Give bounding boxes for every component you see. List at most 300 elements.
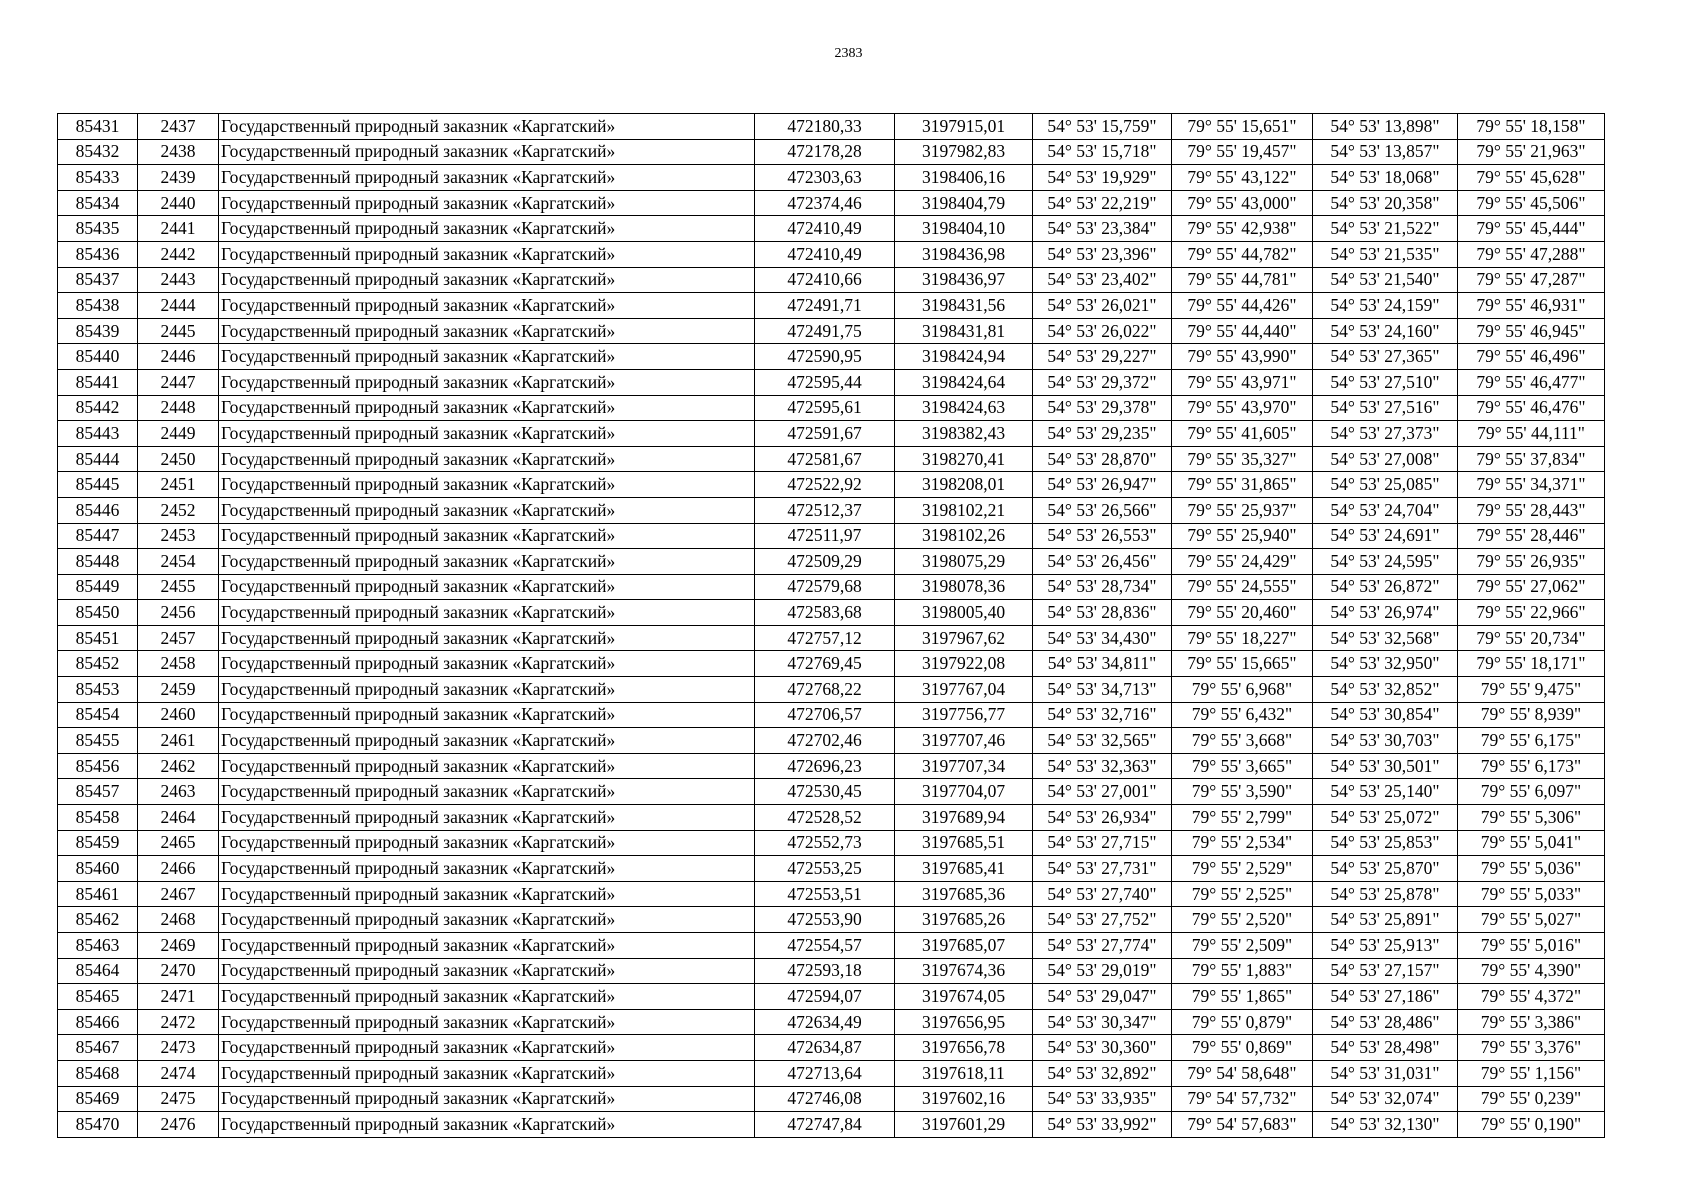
cell-longitude-1: 79° 55' 44,782" bbox=[1172, 241, 1313, 267]
cell-latitude-1: 54° 53' 30,360" bbox=[1033, 1035, 1172, 1061]
cell-latitude-1: 54° 53' 26,947" bbox=[1033, 472, 1172, 498]
cell-coord-y: 3197685,36 bbox=[895, 881, 1033, 907]
cell-record-number: 85440 bbox=[58, 344, 138, 370]
cell-latitude-1: 54° 53' 27,001" bbox=[1033, 779, 1172, 805]
cell-record-number: 85446 bbox=[58, 497, 138, 523]
cell-longitude-1: 79° 55' 1,883" bbox=[1172, 958, 1313, 984]
cell-coord-x: 472595,44 bbox=[755, 369, 895, 395]
cell-latitude-2: 54° 53' 21,535" bbox=[1313, 241, 1458, 267]
cell-object-name: Государственный природный заказник «Каргатский» bbox=[219, 830, 755, 856]
cell-object-name: Государственный природный заказник «Каргатский» bbox=[219, 1009, 755, 1035]
table-row bbox=[58, 1086, 1605, 1112]
cell-record-number: 85434 bbox=[58, 190, 138, 216]
cell-coord-x: 472696,23 bbox=[755, 753, 895, 779]
cell-coord-x: 472594,07 bbox=[755, 984, 895, 1010]
cell-object-name: Государственный природный заказник «Каргатский» bbox=[219, 651, 755, 677]
cell-latitude-1: 54° 53' 27,740" bbox=[1033, 881, 1172, 907]
cell-coord-x: 472491,71 bbox=[755, 293, 895, 319]
cell-object-name: Государственный природный заказник «Каргатский» bbox=[219, 958, 755, 984]
cell-coord-y: 3197967,62 bbox=[895, 625, 1033, 651]
cell-latitude-2: 54° 53' 25,072" bbox=[1313, 805, 1458, 831]
cell-coord-x: 472713,64 bbox=[755, 1060, 895, 1086]
cell-coord-y: 3197707,46 bbox=[895, 728, 1033, 754]
cell-longitude-2: 79° 55' 37,834" bbox=[1458, 446, 1605, 472]
cell-record-number: 85458 bbox=[58, 805, 138, 831]
cell-record-number: 85443 bbox=[58, 421, 138, 447]
cell-record-number: 85462 bbox=[58, 907, 138, 933]
cell-latitude-2: 54° 53' 32,852" bbox=[1313, 677, 1458, 703]
cell-latitude-2: 54° 53' 28,498" bbox=[1313, 1035, 1458, 1061]
cell-point-number: 2460 bbox=[138, 702, 219, 728]
cell-object-name: Государственный природный заказник «Каргатский» bbox=[219, 114, 755, 140]
cell-object-name: Государственный природный заказник «Каргатский» bbox=[219, 139, 755, 165]
cell-longitude-1: 79° 55' 0,869" bbox=[1172, 1035, 1313, 1061]
cell-object-name: Государственный природный заказник «Каргатский» bbox=[219, 1060, 755, 1086]
cell-coord-y: 3198424,63 bbox=[895, 395, 1033, 421]
cell-longitude-1: 79° 55' 2,534" bbox=[1172, 830, 1313, 856]
cell-object-name: Государственный природный заказник «Каргатский» bbox=[219, 523, 755, 549]
cell-coord-x: 472552,73 bbox=[755, 830, 895, 856]
cell-latitude-2: 54° 53' 26,872" bbox=[1313, 574, 1458, 600]
cell-coord-y: 3197685,41 bbox=[895, 856, 1033, 882]
table-row bbox=[58, 600, 1605, 626]
cell-longitude-2: 79° 55' 8,939" bbox=[1458, 702, 1605, 728]
cell-latitude-1: 54° 53' 33,935" bbox=[1033, 1086, 1172, 1112]
cell-coord-y: 3198404,79 bbox=[895, 190, 1033, 216]
table-row bbox=[58, 139, 1605, 165]
cell-latitude-2: 54° 53' 21,540" bbox=[1313, 267, 1458, 293]
cell-latitude-2: 54° 53' 20,358" bbox=[1313, 190, 1458, 216]
cell-record-number: 85466 bbox=[58, 1009, 138, 1035]
cell-longitude-2: 79° 55' 46,945" bbox=[1458, 318, 1605, 344]
cell-latitude-1: 54° 53' 34,713" bbox=[1033, 677, 1172, 703]
cell-coord-x: 472747,84 bbox=[755, 1112, 895, 1138]
cell-coord-x: 472768,22 bbox=[755, 677, 895, 703]
cell-longitude-2: 79° 55' 1,156" bbox=[1458, 1060, 1605, 1086]
cell-point-number: 2470 bbox=[138, 958, 219, 984]
cell-coord-y: 3197601,29 bbox=[895, 1112, 1033, 1138]
cell-coord-y: 3197674,05 bbox=[895, 984, 1033, 1010]
cell-latitude-2: 54° 53' 25,891" bbox=[1313, 907, 1458, 933]
cell-point-number: 2453 bbox=[138, 523, 219, 549]
cell-object-name: Государственный природный заказник «Каргатский» bbox=[219, 881, 755, 907]
cell-object-name: Государственный природный заказник «Каргатский» bbox=[219, 933, 755, 959]
cell-latitude-2: 54° 53' 24,704" bbox=[1313, 497, 1458, 523]
page-number: 2383 bbox=[834, 46, 863, 61]
cell-coord-x: 472530,45 bbox=[755, 779, 895, 805]
cell-latitude-1: 54° 53' 29,378" bbox=[1033, 395, 1172, 421]
cell-latitude-1: 54° 53' 15,759" bbox=[1033, 114, 1172, 140]
cell-record-number: 85435 bbox=[58, 216, 138, 242]
table-row bbox=[58, 1060, 1605, 1086]
cell-coord-x: 472522,92 bbox=[755, 472, 895, 498]
cell-coord-x: 472595,61 bbox=[755, 395, 895, 421]
cell-longitude-2: 79° 55' 28,446" bbox=[1458, 523, 1605, 549]
cell-point-number: 2445 bbox=[138, 318, 219, 344]
cell-longitude-1: 79° 55' 2,525" bbox=[1172, 881, 1313, 907]
cell-record-number: 85469 bbox=[58, 1086, 138, 1112]
cell-longitude-2: 79° 55' 6,173" bbox=[1458, 753, 1605, 779]
cell-coord-y: 3198431,56 bbox=[895, 293, 1033, 319]
cell-longitude-1: 79° 55' 2,509" bbox=[1172, 933, 1313, 959]
cell-latitude-2: 54° 53' 31,031" bbox=[1313, 1060, 1458, 1086]
table-row bbox=[58, 497, 1605, 523]
cell-object-name: Государственный природный заказник «Каргатский» bbox=[219, 907, 755, 933]
cell-latitude-1: 54° 53' 27,774" bbox=[1033, 933, 1172, 959]
cell-longitude-1: 79° 55' 24,429" bbox=[1172, 549, 1313, 575]
cell-latitude-1: 54° 53' 29,047" bbox=[1033, 984, 1172, 1010]
cell-longitude-1: 79° 55' 6,432" bbox=[1172, 702, 1313, 728]
table-row bbox=[58, 241, 1605, 267]
cell-latitude-2: 54° 53' 27,516" bbox=[1313, 395, 1458, 421]
cell-record-number: 85468 bbox=[58, 1060, 138, 1086]
cell-coord-y: 3197656,95 bbox=[895, 1009, 1033, 1035]
cell-latitude-1: 54° 53' 22,219" bbox=[1033, 190, 1172, 216]
cell-latitude-2: 54° 53' 13,898" bbox=[1313, 114, 1458, 140]
cell-longitude-1: 79° 55' 25,937" bbox=[1172, 497, 1313, 523]
cell-coord-y: 3198436,97 bbox=[895, 267, 1033, 293]
cell-latitude-2: 54° 53' 25,140" bbox=[1313, 779, 1458, 805]
cell-point-number: 2455 bbox=[138, 574, 219, 600]
cell-latitude-1: 54° 53' 27,731" bbox=[1033, 856, 1172, 882]
cell-record-number: 85451 bbox=[58, 625, 138, 651]
cell-longitude-1: 79° 55' 20,460" bbox=[1172, 600, 1313, 626]
cell-coord-y: 3198404,10 bbox=[895, 216, 1033, 242]
table-row bbox=[58, 574, 1605, 600]
cell-point-number: 2461 bbox=[138, 728, 219, 754]
cell-latitude-1: 54° 53' 26,566" bbox=[1033, 497, 1172, 523]
cell-object-name: Государственный природный заказник «Каргатский» bbox=[219, 395, 755, 421]
cell-longitude-2: 79° 55' 46,476" bbox=[1458, 395, 1605, 421]
table-row bbox=[58, 677, 1605, 703]
cell-object-name: Государственный природный заказник «Каргатский» bbox=[219, 984, 755, 1010]
cell-point-number: 2439 bbox=[138, 165, 219, 191]
cell-longitude-2: 79° 55' 28,443" bbox=[1458, 497, 1605, 523]
cell-latitude-2: 54° 53' 28,486" bbox=[1313, 1009, 1458, 1035]
cell-point-number: 2451 bbox=[138, 472, 219, 498]
cell-coord-x: 472509,29 bbox=[755, 549, 895, 575]
cell-latitude-2: 54° 53' 32,950" bbox=[1313, 651, 1458, 677]
cell-object-name: Государственный природный заказник «Каргатский» bbox=[219, 779, 755, 805]
cell-latitude-1: 54° 53' 33,992" bbox=[1033, 1112, 1172, 1138]
cell-point-number: 2442 bbox=[138, 241, 219, 267]
cell-point-number: 2476 bbox=[138, 1112, 219, 1138]
cell-longitude-1: 79° 55' 2,799" bbox=[1172, 805, 1313, 831]
cell-longitude-1: 79° 55' 25,940" bbox=[1172, 523, 1313, 549]
cell-longitude-2: 79° 55' 5,027" bbox=[1458, 907, 1605, 933]
cell-longitude-2: 79° 55' 6,097" bbox=[1458, 779, 1605, 805]
cell-longitude-2: 79° 55' 27,062" bbox=[1458, 574, 1605, 600]
table-row bbox=[58, 907, 1605, 933]
table-row bbox=[58, 318, 1605, 344]
cell-object-name: Государственный природный заказник «Каргатский» bbox=[219, 267, 755, 293]
table-row bbox=[58, 267, 1605, 293]
cell-longitude-1: 79° 55' 15,651" bbox=[1172, 114, 1313, 140]
cell-point-number: 2447 bbox=[138, 369, 219, 395]
cell-longitude-2: 79° 55' 5,016" bbox=[1458, 933, 1605, 959]
cell-latitude-2: 54° 53' 21,522" bbox=[1313, 216, 1458, 242]
cell-coord-y: 3198382,43 bbox=[895, 421, 1033, 447]
cell-longitude-2: 79° 55' 45,628" bbox=[1458, 165, 1605, 191]
cell-coord-x: 472410,49 bbox=[755, 216, 895, 242]
cell-coord-x: 472180,33 bbox=[755, 114, 895, 140]
cell-latitude-2: 54° 53' 13,857" bbox=[1313, 139, 1458, 165]
cell-record-number: 85447 bbox=[58, 523, 138, 549]
cell-coord-y: 3197685,07 bbox=[895, 933, 1033, 959]
cell-coord-y: 3197656,78 bbox=[895, 1035, 1033, 1061]
cell-object-name: Государственный природный заказник «Каргатский» bbox=[219, 216, 755, 242]
cell-point-number: 2438 bbox=[138, 139, 219, 165]
cell-latitude-2: 54° 53' 24,595" bbox=[1313, 549, 1458, 575]
cell-longitude-1: 79° 55' 31,865" bbox=[1172, 472, 1313, 498]
cell-coord-x: 472746,08 bbox=[755, 1086, 895, 1112]
cell-point-number: 2449 bbox=[138, 421, 219, 447]
cell-point-number: 2466 bbox=[138, 856, 219, 882]
cell-longitude-2: 79° 55' 5,041" bbox=[1458, 830, 1605, 856]
cell-point-number: 2457 bbox=[138, 625, 219, 651]
cell-coord-y: 3197602,16 bbox=[895, 1086, 1033, 1112]
cell-coord-x: 472512,37 bbox=[755, 497, 895, 523]
cell-latitude-1: 54° 53' 28,734" bbox=[1033, 574, 1172, 600]
cell-longitude-1: 79° 55' 43,000" bbox=[1172, 190, 1313, 216]
cell-longitude-2: 79° 55' 47,287" bbox=[1458, 267, 1605, 293]
cell-coord-x: 472590,95 bbox=[755, 344, 895, 370]
cell-coord-x: 472178,28 bbox=[755, 139, 895, 165]
cell-latitude-1: 54° 53' 23,402" bbox=[1033, 267, 1172, 293]
table-row bbox=[58, 293, 1605, 319]
cell-point-number: 2465 bbox=[138, 830, 219, 856]
cell-coord-x: 472511,97 bbox=[755, 523, 895, 549]
cell-latitude-1: 54° 53' 23,396" bbox=[1033, 241, 1172, 267]
cell-latitude-1: 54° 53' 26,022" bbox=[1033, 318, 1172, 344]
cell-record-number: 85439 bbox=[58, 318, 138, 344]
cell-coord-y: 3197674,36 bbox=[895, 958, 1033, 984]
cell-longitude-2: 79° 55' 21,963" bbox=[1458, 139, 1605, 165]
cell-longitude-2: 79° 55' 22,966" bbox=[1458, 600, 1605, 626]
table-row bbox=[58, 369, 1605, 395]
cell-object-name: Государственный природный заказник «Каргатский» bbox=[219, 728, 755, 754]
coordinates-table bbox=[57, 113, 1605, 1138]
table-row bbox=[58, 881, 1605, 907]
cell-latitude-1: 54° 53' 27,715" bbox=[1033, 830, 1172, 856]
cell-point-number: 2450 bbox=[138, 446, 219, 472]
cell-record-number: 85433 bbox=[58, 165, 138, 191]
cell-latitude-1: 54° 53' 27,752" bbox=[1033, 907, 1172, 933]
cell-latitude-1: 54° 53' 34,430" bbox=[1033, 625, 1172, 651]
cell-latitude-2: 54° 53' 27,373" bbox=[1313, 421, 1458, 447]
cell-object-name: Государственный природный заказник «Каргатский» bbox=[219, 856, 755, 882]
cell-longitude-2: 79° 55' 46,496" bbox=[1458, 344, 1605, 370]
cell-point-number: 2472 bbox=[138, 1009, 219, 1035]
cell-record-number: 85454 bbox=[58, 702, 138, 728]
cell-object-name: Государственный природный заказник «Каргатский» bbox=[219, 344, 755, 370]
table-row bbox=[58, 421, 1605, 447]
table-row bbox=[58, 805, 1605, 831]
cell-latitude-1: 54° 53' 23,384" bbox=[1033, 216, 1172, 242]
table-row bbox=[58, 958, 1605, 984]
cell-record-number: 85452 bbox=[58, 651, 138, 677]
cell-point-number: 2444 bbox=[138, 293, 219, 319]
table-row bbox=[58, 472, 1605, 498]
table-row bbox=[58, 625, 1605, 651]
cell-object-name: Государственный природный заказник «Каргатский» bbox=[219, 446, 755, 472]
cell-coord-y: 3197689,94 bbox=[895, 805, 1033, 831]
cell-longitude-1: 79° 55' 18,227" bbox=[1172, 625, 1313, 651]
cell-longitude-1: 79° 55' 43,990" bbox=[1172, 344, 1313, 370]
cell-coord-y: 3198075,29 bbox=[895, 549, 1033, 575]
cell-point-number: 2452 bbox=[138, 497, 219, 523]
cell-point-number: 2475 bbox=[138, 1086, 219, 1112]
cell-coord-y: 3198078,36 bbox=[895, 574, 1033, 600]
cell-longitude-1: 79° 55' 43,971" bbox=[1172, 369, 1313, 395]
cell-latitude-2: 54° 53' 32,074" bbox=[1313, 1086, 1458, 1112]
cell-latitude-1: 54° 53' 29,235" bbox=[1033, 421, 1172, 447]
cell-object-name: Государственный природный заказник «Каргатский» bbox=[219, 702, 755, 728]
cell-longitude-2: 79° 55' 46,477" bbox=[1458, 369, 1605, 395]
cell-coord-y: 3197618,11 bbox=[895, 1060, 1033, 1086]
table-row bbox=[58, 1009, 1605, 1035]
cell-latitude-1: 54° 53' 32,565" bbox=[1033, 728, 1172, 754]
cell-longitude-2: 79° 55' 18,158" bbox=[1458, 114, 1605, 140]
cell-object-name: Государственный природный заказник «Каргатский» bbox=[219, 574, 755, 600]
cell-coord-x: 472553,90 bbox=[755, 907, 895, 933]
cell-coord-x: 472702,46 bbox=[755, 728, 895, 754]
cell-record-number: 85449 bbox=[58, 574, 138, 600]
cell-longitude-1: 79° 54' 57,732" bbox=[1172, 1086, 1313, 1112]
cell-longitude-2: 79° 55' 26,935" bbox=[1458, 549, 1605, 575]
cell-longitude-1: 79° 54' 58,648" bbox=[1172, 1060, 1313, 1086]
cell-coord-x: 472491,75 bbox=[755, 318, 895, 344]
cell-coord-x: 472553,51 bbox=[755, 881, 895, 907]
cell-longitude-1: 79° 55' 44,440" bbox=[1172, 318, 1313, 344]
cell-latitude-2: 54° 53' 24,691" bbox=[1313, 523, 1458, 549]
cell-coord-x: 472553,25 bbox=[755, 856, 895, 882]
cell-coord-y: 3197982,83 bbox=[895, 139, 1033, 165]
cell-latitude-2: 54° 53' 32,130" bbox=[1313, 1112, 1458, 1138]
table-row bbox=[58, 216, 1605, 242]
cell-latitude-1: 54° 53' 34,811" bbox=[1033, 651, 1172, 677]
cell-longitude-1: 79° 55' 3,668" bbox=[1172, 728, 1313, 754]
cell-longitude-2: 79° 55' 3,386" bbox=[1458, 1009, 1605, 1035]
cell-point-number: 2462 bbox=[138, 753, 219, 779]
table-row bbox=[58, 830, 1605, 856]
cell-coord-y: 3197756,77 bbox=[895, 702, 1033, 728]
cell-object-name: Государственный природный заказник «Каргатский» bbox=[219, 1112, 755, 1138]
cell-longitude-1: 79° 55' 44,426" bbox=[1172, 293, 1313, 319]
cell-coord-x: 472528,52 bbox=[755, 805, 895, 831]
cell-object-name: Государственный природный заказник «Каргатский» bbox=[219, 497, 755, 523]
cell-point-number: 2459 bbox=[138, 677, 219, 703]
cell-longitude-2: 79° 55' 18,171" bbox=[1458, 651, 1605, 677]
cell-longitude-1: 79° 55' 19,457" bbox=[1172, 139, 1313, 165]
cell-longitude-2: 79° 55' 5,306" bbox=[1458, 805, 1605, 831]
cell-latitude-2: 54° 53' 30,854" bbox=[1313, 702, 1458, 728]
cell-coord-y: 3198102,21 bbox=[895, 497, 1033, 523]
cell-point-number: 2437 bbox=[138, 114, 219, 140]
cell-longitude-2: 79° 55' 44,111" bbox=[1458, 421, 1605, 447]
cell-coord-x: 472591,67 bbox=[755, 421, 895, 447]
cell-record-number: 85432 bbox=[58, 139, 138, 165]
cell-longitude-2: 79° 55' 45,506" bbox=[1458, 190, 1605, 216]
cell-point-number: 2474 bbox=[138, 1060, 219, 1086]
cell-coord-y: 3198424,94 bbox=[895, 344, 1033, 370]
cell-record-number: 85463 bbox=[58, 933, 138, 959]
cell-longitude-2: 79° 55' 34,371" bbox=[1458, 472, 1605, 498]
cell-record-number: 85453 bbox=[58, 677, 138, 703]
cell-coord-y: 3198436,98 bbox=[895, 241, 1033, 267]
cell-object-name: Государственный природный заказник «Каргатский» bbox=[219, 241, 755, 267]
cell-longitude-1: 79° 55' 1,865" bbox=[1172, 984, 1313, 1010]
cell-longitude-1: 79° 55' 2,529" bbox=[1172, 856, 1313, 882]
cell-longitude-1: 79° 55' 2,520" bbox=[1172, 907, 1313, 933]
cell-longitude-2: 79° 55' 0,190" bbox=[1458, 1112, 1605, 1138]
cell-point-number: 2458 bbox=[138, 651, 219, 677]
cell-longitude-1: 79° 55' 15,665" bbox=[1172, 651, 1313, 677]
table-row bbox=[58, 1112, 1605, 1138]
cell-coord-y: 3197704,07 bbox=[895, 779, 1033, 805]
cell-latitude-2: 54° 53' 27,510" bbox=[1313, 369, 1458, 395]
cell-object-name: Государственный природный заказник «Каргатский» bbox=[219, 677, 755, 703]
cell-latitude-2: 54° 53' 25,913" bbox=[1313, 933, 1458, 959]
table-row bbox=[58, 1035, 1605, 1061]
cell-latitude-1: 54° 53' 26,553" bbox=[1033, 523, 1172, 549]
cell-longitude-2: 79° 55' 5,036" bbox=[1458, 856, 1605, 882]
cell-record-number: 85460 bbox=[58, 856, 138, 882]
cell-point-number: 2469 bbox=[138, 933, 219, 959]
cell-coord-x: 472583,68 bbox=[755, 600, 895, 626]
cell-object-name: Государственный природный заказник «Каргатский» bbox=[219, 421, 755, 447]
cell-latitude-1: 54° 53' 29,372" bbox=[1033, 369, 1172, 395]
cell-latitude-2: 54° 53' 30,501" bbox=[1313, 753, 1458, 779]
cell-longitude-2: 79° 55' 0,239" bbox=[1458, 1086, 1605, 1112]
cell-longitude-1: 79° 55' 24,555" bbox=[1172, 574, 1313, 600]
cell-coord-x: 472757,12 bbox=[755, 625, 895, 651]
cell-point-number: 2463 bbox=[138, 779, 219, 805]
cell-coord-y: 3198424,64 bbox=[895, 369, 1033, 395]
cell-coord-x: 472374,46 bbox=[755, 190, 895, 216]
cell-longitude-2: 79° 55' 6,175" bbox=[1458, 728, 1605, 754]
cell-longitude-1: 79° 55' 44,781" bbox=[1172, 267, 1313, 293]
cell-record-number: 85445 bbox=[58, 472, 138, 498]
cell-latitude-1: 54° 53' 26,021" bbox=[1033, 293, 1172, 319]
cell-object-name: Государственный природный заказник «Каргатский» bbox=[219, 472, 755, 498]
table-row bbox=[58, 523, 1605, 549]
cell-latitude-1: 54° 53' 32,892" bbox=[1033, 1060, 1172, 1086]
cell-point-number: 2441 bbox=[138, 216, 219, 242]
cell-point-number: 2456 bbox=[138, 600, 219, 626]
cell-longitude-1: 79° 55' 43,122" bbox=[1172, 165, 1313, 191]
cell-longitude-2: 79° 55' 4,372" bbox=[1458, 984, 1605, 1010]
cell-coord-x: 472579,68 bbox=[755, 574, 895, 600]
cell-longitude-2: 79° 55' 45,444" bbox=[1458, 216, 1605, 242]
cell-object-name: Государственный природный заказник «Каргатский» bbox=[219, 625, 755, 651]
table-row bbox=[58, 165, 1605, 191]
cell-record-number: 85457 bbox=[58, 779, 138, 805]
cell-latitude-2: 54° 53' 24,160" bbox=[1313, 318, 1458, 344]
cell-coord-y: 3197922,08 bbox=[895, 651, 1033, 677]
cell-coord-x: 472554,57 bbox=[755, 933, 895, 959]
cell-point-number: 2443 bbox=[138, 267, 219, 293]
cell-record-number: 85456 bbox=[58, 753, 138, 779]
cell-longitude-1: 79° 55' 3,590" bbox=[1172, 779, 1313, 805]
cell-latitude-2: 54° 53' 27,157" bbox=[1313, 958, 1458, 984]
cell-object-name: Государственный природный заказник «Каргатский» bbox=[219, 805, 755, 831]
cell-longitude-2: 79° 55' 4,390" bbox=[1458, 958, 1605, 984]
cell-latitude-1: 54° 53' 32,363" bbox=[1033, 753, 1172, 779]
cell-coord-x: 472706,57 bbox=[755, 702, 895, 728]
cell-point-number: 2473 bbox=[138, 1035, 219, 1061]
table-row bbox=[58, 702, 1605, 728]
